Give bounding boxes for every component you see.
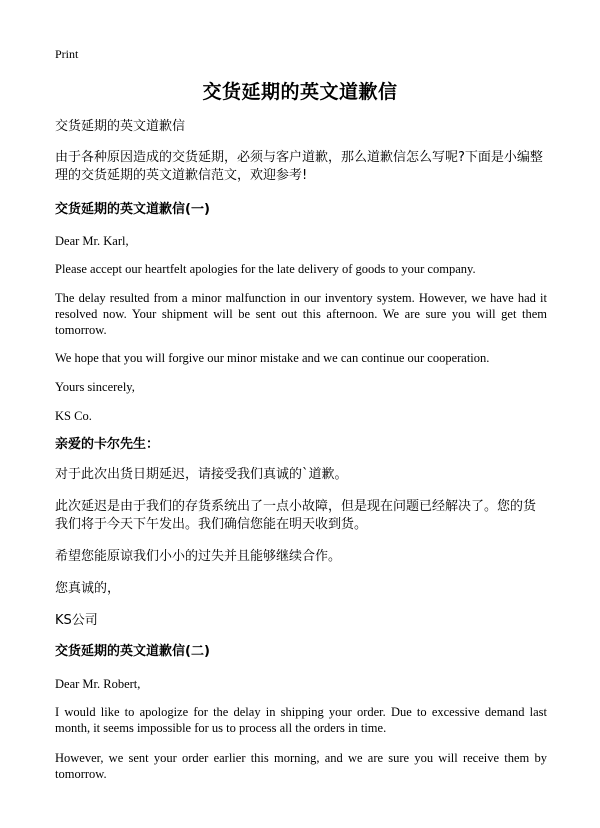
letter1-signature: KS Co. (55, 409, 92, 423)
letter2-salutation: Dear Mr. Robert, (55, 677, 141, 691)
page-title: 交货延期的英文道歉信 (202, 81, 398, 103)
letter1-cn-paragraph-2: 此次延迟是由于我们的存货系统出了一点小故障，但是现在问题已经解决了。您的货我们将于今天下午发出。我们确信您能在明天收到货。 (55, 499, 537, 532)
intro-paragraph: 由于各种原因造成的交货延期，必须与客户道歉，那么道歉信怎么写呢?下面是小编整理的交货延期的英文道歉信范文，欢迎参考! (55, 150, 543, 183)
letter2-heading: 交货延期的英文道歉信(二) (55, 644, 210, 659)
letter1-heading: 交货延期的英文道歉信(一) (55, 202, 210, 217)
letter1-paragraph-3: We hope that you will forgive our minor mistake and we can continue our cooperation. (55, 351, 490, 365)
letter1-salutation: Dear Mr. Karl, (55, 234, 129, 248)
letter1-paragraph-1: Please accept our heartfelt apologies for the late delivery of goods to your company. (55, 262, 476, 276)
intro-subtitle: 交货延期的英文道歉信 (55, 119, 186, 134)
letter1-cn-signature: KS公司 (55, 613, 98, 628)
letter1-closing: Yours sincerely, (55, 380, 135, 394)
letter2-paragraph-2: However, we sent your order earlier this morning, and we are sure you will receive them by tomorrow. (55, 751, 547, 781)
print-label: Print (55, 47, 79, 61)
letter1-cn-salutation: 亲爱的卡尔先生： (55, 437, 160, 452)
letter1-paragraph-2: The delay resulted from a minor malfunction in our inventory system. However, we have had it resolved now. Your shipment will be sent out this afternoon. We are sure you will get them tomorrow. (55, 291, 547, 337)
letter1-cn-paragraph-3: 希望您能原谅我们小小的过失并且能够继续合作。 (55, 549, 342, 564)
letter1-cn-closing: 您真诚的， (55, 581, 121, 596)
letter2-paragraph-1: I would like to apologize for the delay in shipping your order. Due to excessive demand last month, it seems impossible for us to process all the orders in time. (55, 705, 547, 735)
letter1-cn-paragraph-1: 对于此次出货日期延迟，请接受我们真诚的`道歉。 (55, 467, 348, 482)
